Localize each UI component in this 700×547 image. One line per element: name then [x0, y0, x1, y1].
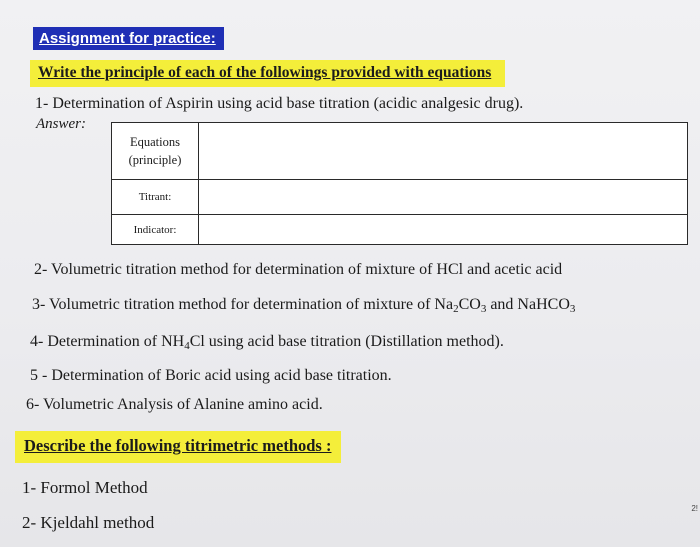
item-3 [32, 296, 575, 314]
item-3-text: and NaHCO [486, 296, 570, 313]
subscript: 4 [184, 340, 190, 352]
indicator-label: Indicator: [112, 215, 199, 245]
item-3-text: 3- Volumetric titration method for determination of mixture of Na [32, 296, 454, 313]
equations-label [112, 123, 199, 180]
titrant-label: Titrant: [112, 180, 199, 215]
table-row [112, 123, 688, 180]
subscript: 3 [480, 303, 487, 315]
equations-label-line1: Equations [130, 135, 180, 149]
item-1: 1- Determination of Aspirin using acid base titration (acidic analgesic drug). [35, 95, 524, 112]
instruction-heading: Write the principle of each of the followings provided with equations [30, 60, 505, 87]
item-4-text: Cl using acid base titration (Distillation method). [189, 333, 504, 350]
assignment-heading: Assignment for practice: [33, 27, 224, 50]
describe-heading: Describe the following titrimetric methods : [15, 431, 341, 463]
answer-table [111, 122, 688, 245]
item-5: 5 - Determination of Boric acid using acid base titration. [30, 367, 392, 384]
page-edge-number: 2! [691, 504, 698, 513]
item-6: 6- Volumetric Analysis of Alanine amino acid. [26, 396, 323, 413]
item-3-text: CO [458, 296, 481, 313]
table-row [112, 215, 688, 245]
subscript: 3 [569, 303, 576, 315]
item-4 [30, 333, 504, 351]
method-2: 2- Kjeldahl method [22, 513, 155, 532]
titrant-answer-cell[interactable] [199, 180, 688, 215]
indicator-answer-cell[interactable] [199, 215, 688, 245]
method-1: 1- Formol Method [22, 478, 148, 497]
item-2: 2- Volumetric titration method for determination of mixture of HCl and acetic acid [34, 261, 563, 278]
subscript: 2 [453, 303, 459, 315]
answer-label: Answer: [36, 116, 86, 132]
table-row [112, 180, 688, 215]
item-4-text: 4- Determination of NH [30, 333, 185, 350]
equations-label-line2: (principle) [128, 153, 182, 167]
equations-answer-cell[interactable] [199, 123, 688, 180]
